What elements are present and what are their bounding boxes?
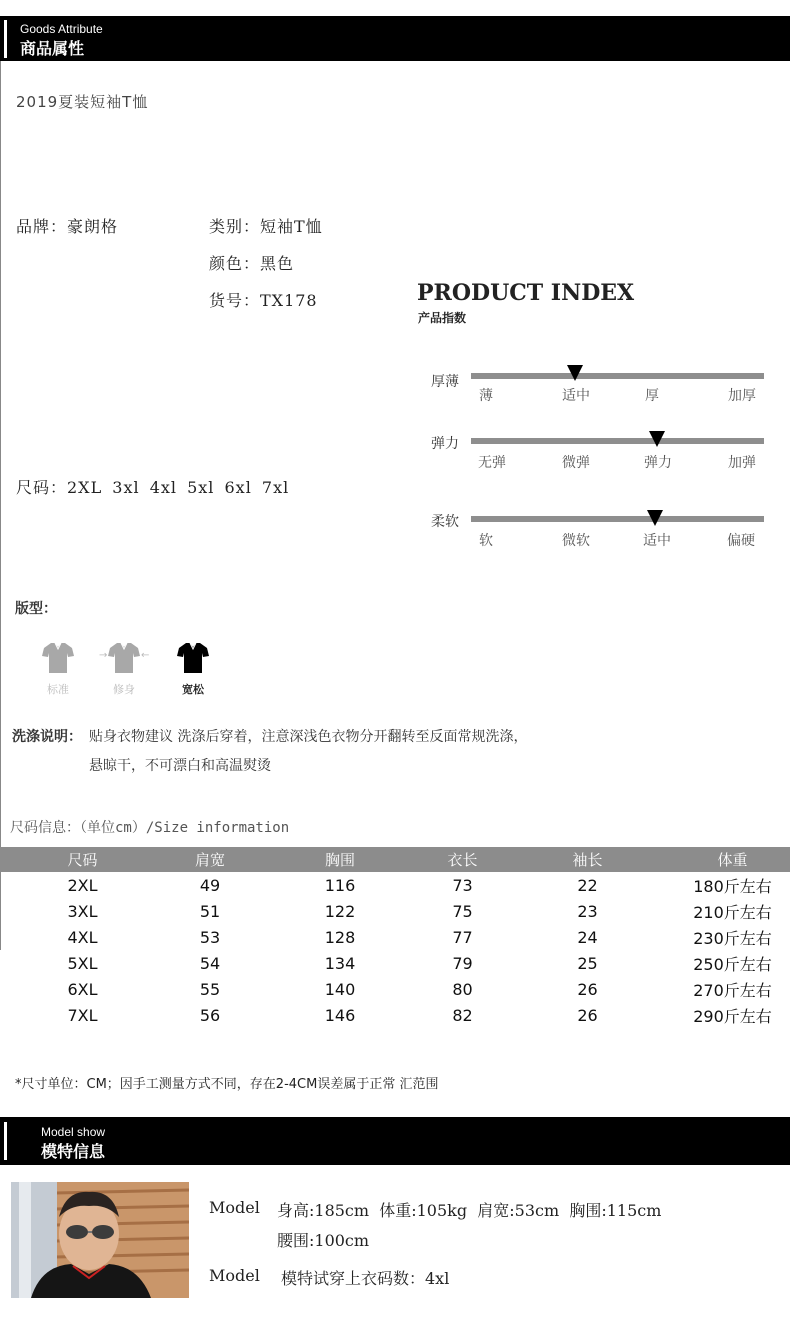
thickness-tick: 适中 — [562, 388, 590, 404]
size-table-header: 尺码 — [0, 847, 165, 872]
elasticity-tick: 无弹 — [478, 455, 506, 471]
softness-tick: 软 — [479, 533, 493, 549]
softness-tick: 适中 — [643, 533, 671, 549]
size-table-cell: 146 — [324, 1005, 356, 1025]
size-table-cell: 55 — [199, 979, 221, 999]
size-table-cell: 250斤左右 — [693, 954, 772, 974]
size-table-cell: 3XL — [67, 901, 98, 921]
size-table-cell: 180斤左右 — [693, 876, 772, 896]
size-table-row — [0, 898, 790, 924]
size-table-cell: 77 — [452, 927, 473, 947]
elasticity-tick: 微弹 — [562, 455, 590, 471]
thickness-tick: 薄 — [479, 388, 493, 404]
size-table-cell: 7XL — [67, 1005, 98, 1025]
size-table-cell: 6XL — [67, 979, 98, 999]
size-table-cell: 122 — [324, 901, 356, 921]
model-header-en-title: Model show — [41, 1125, 106, 1139]
size-table-cell: 53 — [199, 927, 221, 947]
scale-label-softness: 柔软 — [431, 514, 459, 530]
wash-line-2: 悬晾干，不可漂白和高温熨烫 — [89, 758, 271, 774]
product-index-title: PRODUCT INDEX — [417, 280, 635, 306]
model-measurements: 身高:185cm 体重:105kg 肩宽:53cm 胸围:115cm — [277, 1201, 662, 1220]
scale-label-elasticity: 弹力 — [431, 436, 459, 452]
size-table-cell: 79 — [452, 953, 473, 973]
model-trial-size: 模特试穿上衣码数：4xl — [281, 1269, 450, 1288]
size-table-cell: 54 — [199, 953, 221, 973]
brand-attribute: 品牌：豪朗格 — [16, 217, 119, 236]
size-table-cell: 210斤左右 — [693, 902, 772, 922]
size-table-row — [0, 924, 790, 950]
size-table-cell: 23 — [577, 901, 598, 921]
size-table-cell: 56 — [199, 1005, 221, 1025]
thickness-tick: 加厚 — [728, 388, 756, 404]
arrow-left-icon: → — [99, 650, 108, 661]
size-table-cell: 73 — [452, 875, 473, 895]
size-table-cell: 22 — [577, 875, 598, 895]
model-header-cn-title: 模特信息 — [41, 1142, 106, 1161]
size-table-cell: 134 — [324, 953, 356, 973]
model-prefix: Model — [209, 1198, 260, 1217]
category-attribute: 类别：短袖T恤 — [209, 217, 323, 236]
size-table-header: 体重 — [675, 847, 790, 872]
size-table-cell: 26 — [577, 979, 598, 999]
model-prefix: Model — [209, 1266, 260, 1285]
size-table-cell: 24 — [577, 927, 598, 947]
size-table-row — [0, 976, 790, 1002]
header-en-title: Goods Attribute — [20, 22, 103, 36]
size-table-cell: 290斤左右 — [693, 1006, 772, 1026]
product-title: 2019夏装短袖T恤 — [16, 93, 149, 111]
size-table-header: 胸围 — [255, 847, 425, 872]
left-border-line — [0, 60, 1, 950]
item-number-attribute: 货号：TX178 — [209, 291, 318, 310]
scale-label-thickness: 厚薄 — [431, 374, 459, 390]
tshirt-loose-icon — [175, 640, 211, 676]
size-table-cell: 116 — [324, 875, 356, 895]
elasticity-track — [471, 438, 764, 444]
softness-tick: 偏硬 — [727, 533, 755, 549]
softness-tick: 微软 — [562, 533, 590, 549]
product-index-subtitle: 产品指数 — [418, 311, 467, 325]
size-table-cell: 140 — [324, 979, 356, 999]
model-show-header — [0, 1117, 790, 1165]
size-table-cell: 80 — [452, 979, 473, 999]
size-info-title: 尺码信息：（单位cm）/Size information — [10, 820, 290, 836]
size-table-cell: 82 — [452, 1005, 473, 1025]
fit-option-loose: 宽松 — [182, 683, 204, 696]
size-table-cell: 4XL — [67, 927, 98, 947]
size-table-header: 袖长 — [500, 847, 675, 872]
tshirt-standard-icon — [40, 640, 76, 676]
header-stripe — [4, 1122, 7, 1160]
size-table-cell: 270斤左右 — [693, 980, 772, 1000]
softness-marker — [647, 510, 663, 526]
thickness-marker — [567, 365, 583, 381]
color-attribute: 颜色：黑色 — [209, 254, 295, 273]
size-table-row — [0, 872, 790, 898]
size-table-row — [0, 1002, 790, 1028]
size-table-header: 衣长 — [425, 847, 500, 872]
size-table-row — [0, 950, 790, 976]
arrow-right-icon: ← — [141, 650, 150, 661]
size-table-cell: 25 — [577, 953, 598, 973]
fit-label: 版型： — [15, 601, 57, 617]
size-table-cell: 5XL — [67, 953, 98, 973]
size-table-header-row — [0, 847, 790, 872]
softness-track — [471, 516, 764, 522]
thickness-tick: 厚 — [645, 388, 659, 404]
size-table-cell: 49 — [199, 875, 221, 895]
size-table-cell: 128 — [324, 927, 356, 947]
model-photo — [11, 1182, 189, 1298]
tshirt-slim-icon — [106, 640, 142, 676]
size-table-cell: 51 — [199, 901, 221, 921]
wash-line-1: 贴身衣物建议 洗涤后穿着，注意深浅色衣物分开翻转至反面常规洗涤， — [89, 729, 528, 745]
wash-label: 洗涤说明： — [12, 729, 82, 745]
thickness-track — [471, 373, 764, 379]
size-table-cell: 75 — [452, 901, 473, 921]
header-stripe — [4, 20, 7, 58]
model-waist: 腰围:100cm — [277, 1231, 370, 1250]
size-table-cell: 230斤左右 — [693, 928, 772, 948]
elasticity-tick: 弹力 — [644, 455, 672, 471]
elasticity-marker — [649, 431, 665, 447]
goods-attribute-header — [0, 16, 790, 61]
size-table-header: 肩宽 — [165, 847, 255, 872]
sizes-attribute: 尺码：2XL 3xl 4xl 5xl 6xl 7xl — [16, 478, 290, 497]
size-table — [0, 847, 790, 1028]
fit-option-standard: 标准 — [47, 683, 69, 696]
elasticity-tick: 加弹 — [728, 455, 756, 471]
header-cn-title: 商品属性 — [20, 39, 85, 58]
size-table-cell: 2XL — [67, 875, 98, 895]
size-note: *尺寸单位：CM；因手工测量方式不同，存在2-4CM误差属于正常 汇范围 — [15, 1077, 439, 1092]
fit-option-slim: 修身 — [113, 683, 135, 696]
size-table-cell: 26 — [577, 1005, 598, 1025]
